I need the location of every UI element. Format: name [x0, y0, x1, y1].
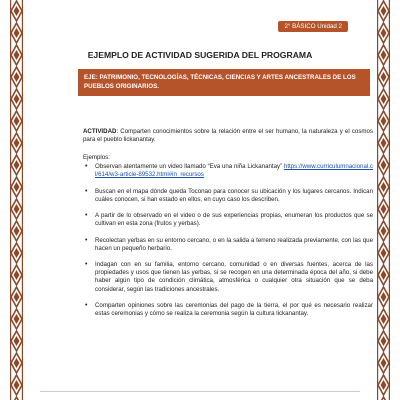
- list-item: [83, 212, 373, 228]
- bullet-icon: •: [85, 163, 88, 171]
- list-item: [83, 237, 373, 253]
- bullet-icon: •: [85, 212, 88, 220]
- list-item-text: Buscan en el mapa dónde queda Toconao para conocer su ubicación y los lugares cercanos. Indican cuáles conocen, si han estado en ellos, en cuyo caso los describen.: [95, 187, 373, 203]
- grade-unit-badge: 2° BÁSICO Unidad 2: [278, 21, 348, 32]
- list-item: [83, 261, 373, 293]
- list-item: [83, 302, 373, 318]
- activity-content: [83, 128, 373, 326]
- list-item-text: Recolectan yerbas en su entorno cercano, o en la salida a terreno realizada previamente, con las que hacen un pequeño herbario.: [95, 236, 373, 252]
- bullet-icon: •: [85, 236, 88, 244]
- list-item-text: Indagan con en su familia, entorno cercano, comunidad o en diversas fuentes, acerca de las propiedades y usos que tienen las yerbas, si se recogen en una determinada época del año, si debe haber algún tipo de condición climática, atmosférica o cualquier otra situación que se deba considerar, según las tradiciones ancestrales.: [95, 261, 373, 293]
- video-link[interactable]: https://www.curriculumnacional.cl/614/w3-article-89532.html#in_recursos: [95, 163, 373, 179]
- list-item: [83, 188, 373, 204]
- activity-paragraph: [83, 128, 373, 144]
- decorative-border-right: [377, 0, 390, 400]
- footer-divider: [40, 391, 360, 392]
- item-text: Observan atentamente un video llamado “Eva una niña Lickanantay”: [95, 163, 284, 171]
- eje-text: EJE: PATRIMONIO, TECNOLOGÍAS, TÉCNICAS, CIENCIAS Y ARTES ANCESTRALES DE LOS PUEBLOS ORIGINARIOS.: [84, 74, 356, 90]
- examples-label: Ejemplos:: [83, 154, 110, 162]
- eje-banner: [78, 69, 370, 96]
- activity-label: ACTIVIDAD: [83, 128, 117, 135]
- list-item: [83, 163, 373, 179]
- page-title: EJEMPLO DE ACTIVIDAD SUGERIDA DEL PROGRAMA: [87, 50, 313, 60]
- list-item-text: A partir de lo observado en el video o de sus experiencias propias, enumeran los productos que se cultivan en esta zona (frutos y yerbas).: [95, 212, 373, 228]
- decorative-border-left: [10, 0, 23, 400]
- activity-text: : Comparten conocimientos sobre la relación entre el ser humano, la naturaleza y el cosmos para el pueblo lickanantay.: [83, 128, 373, 144]
- list-item-text: [95, 163, 373, 179]
- examples-list: [83, 163, 373, 318]
- bullet-icon: •: [85, 187, 88, 195]
- list-item-text: Comparten opiniones sobre las ceremonias del pago de la tierra, el por qué es necesario realizar estas ceremonias y cómo se realiza la ceremonia según la cultura lickanantay.: [95, 301, 373, 317]
- bullet-icon: •: [85, 301, 88, 309]
- bullet-icon: •: [85, 261, 88, 269]
